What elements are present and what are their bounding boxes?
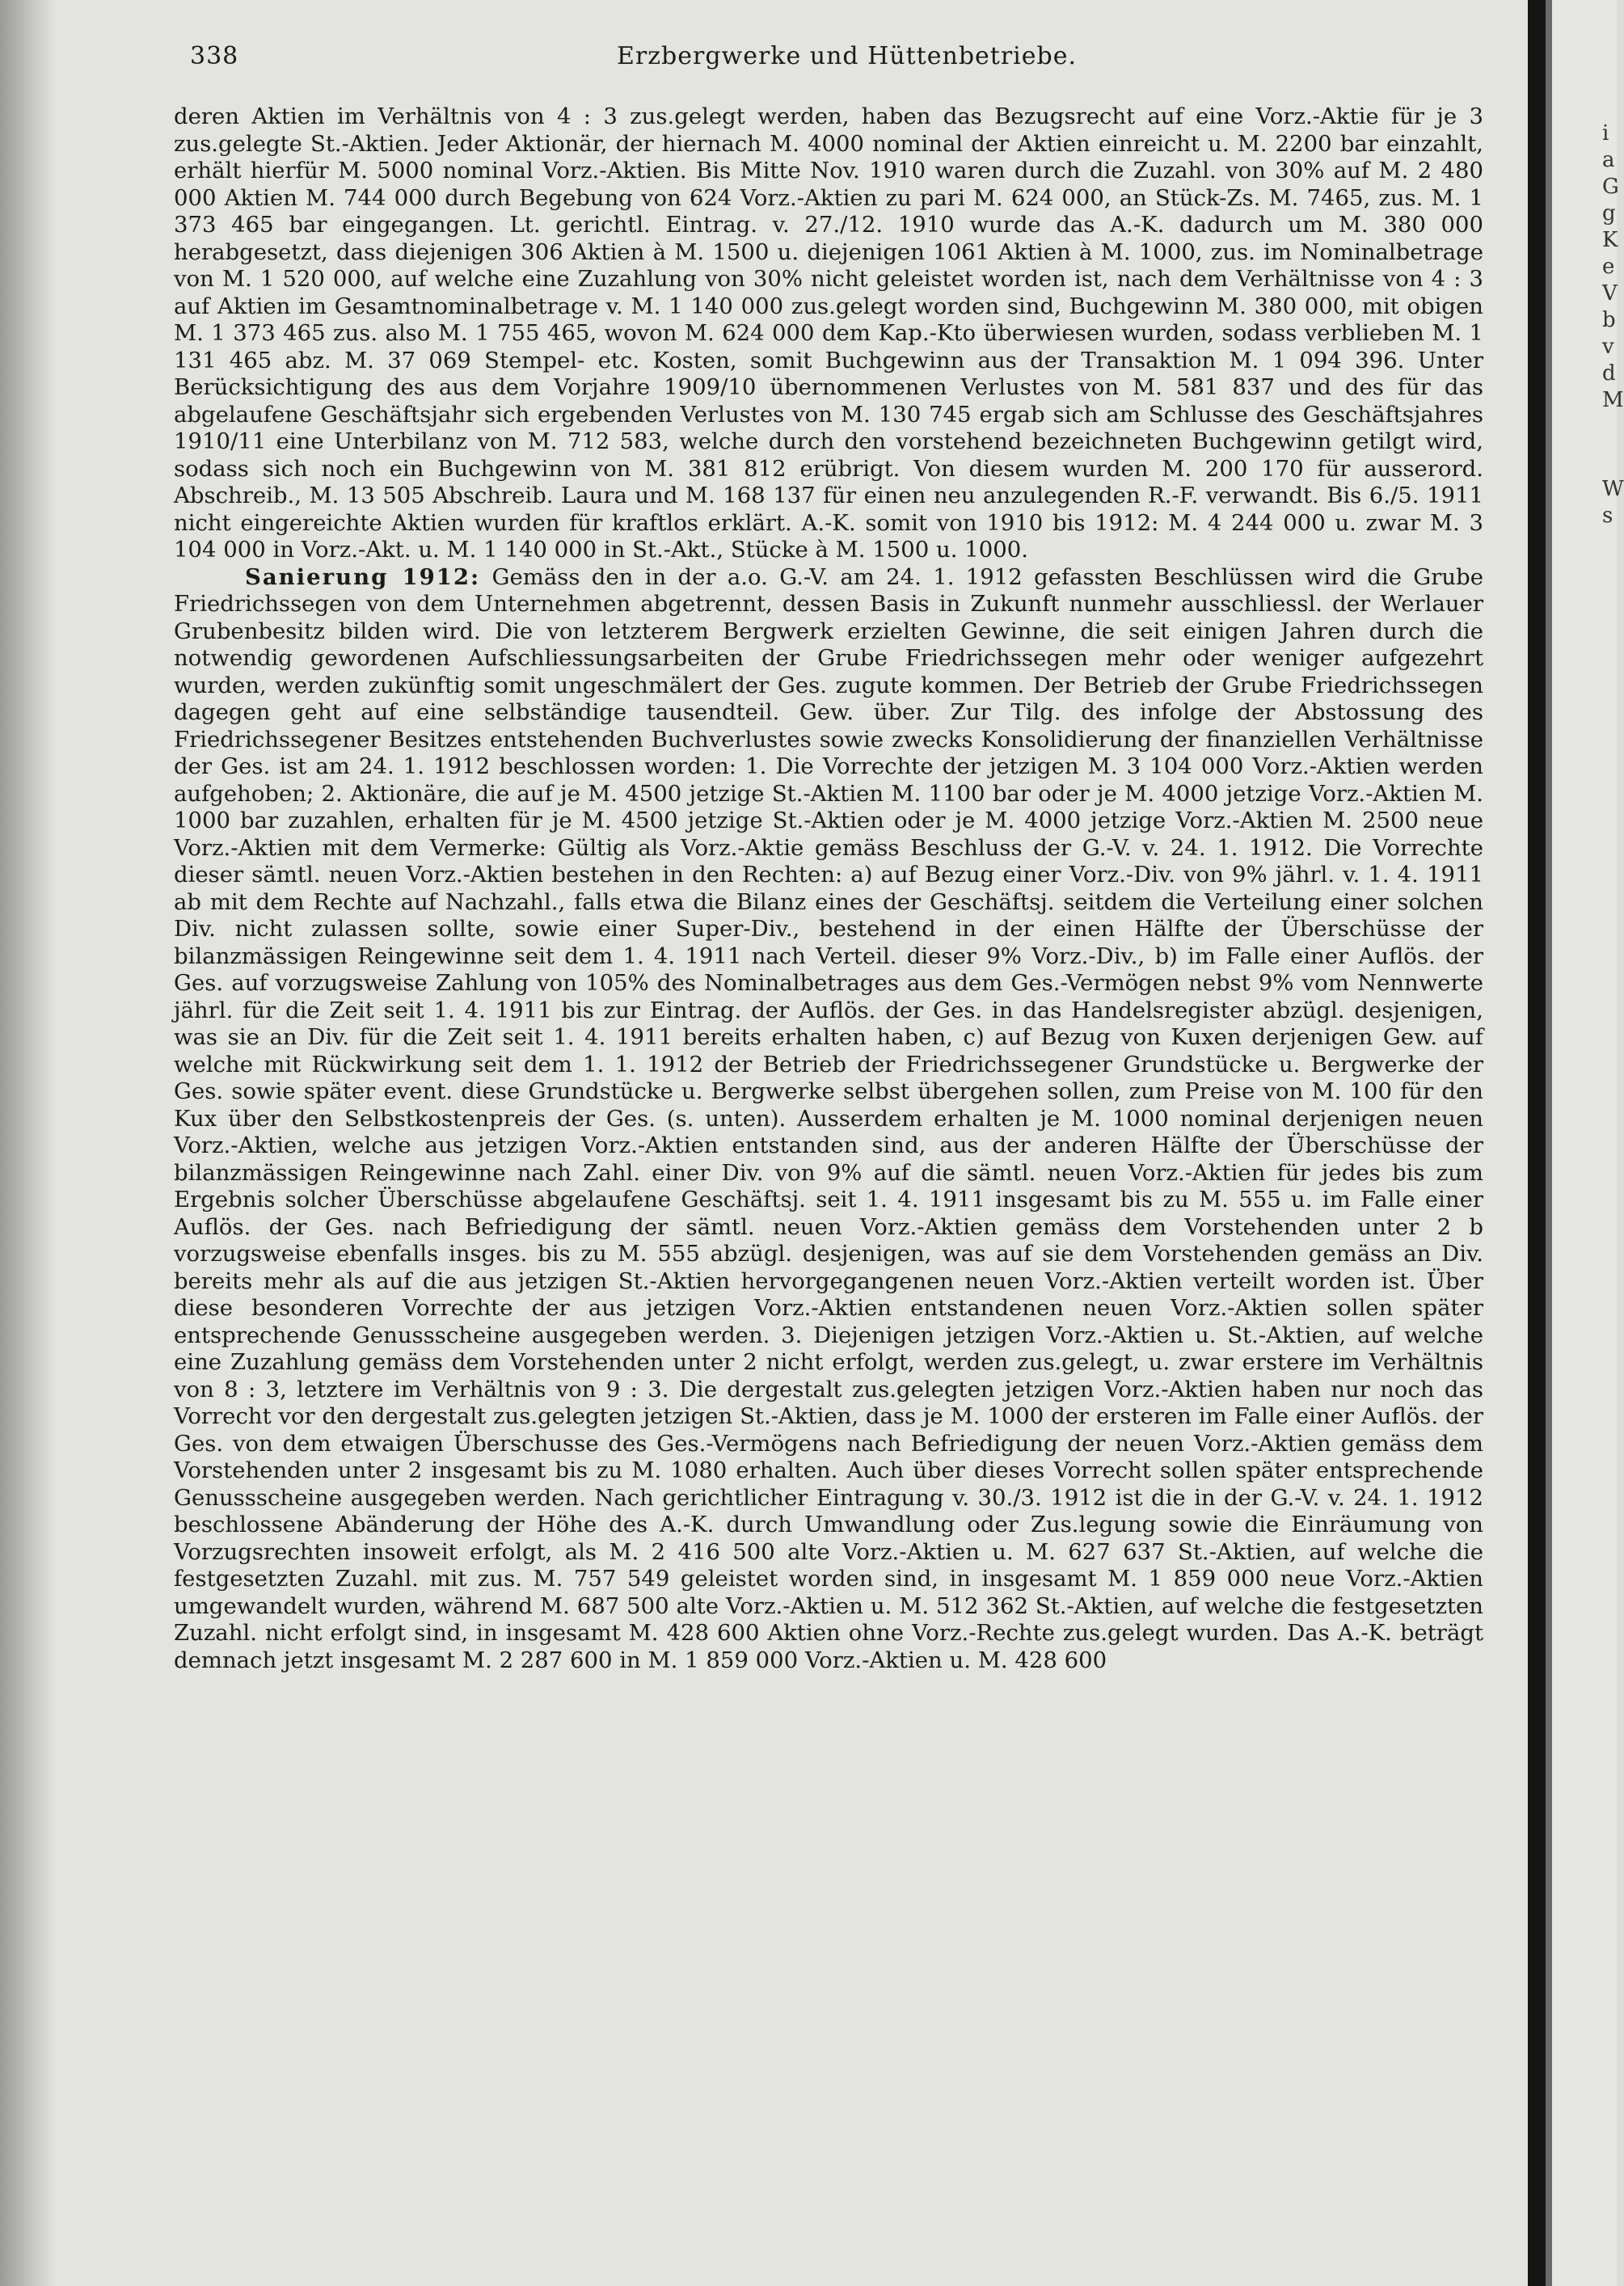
- adjacent-page-fragment: M: [1602, 388, 1624, 412]
- paragraph-share-consolidation: [174, 103, 1483, 564]
- adjacent-page-edge: [1552, 0, 1624, 2286]
- paragraph-text: deren Aktien im Verhältnis von 4 : 3 zus.gelegt werden, haben das Bezugsrecht auf eine Vorz.-Aktie für je 3 zus.gelegte St.-Aktien. Jeder Aktionär, der hiernach M. 4000 nominal der Aktien einreicht u. M. 2200 bar einzahlt, erhält hierfür M. 5000 nominal Vorz.-Aktien. Bis Mitte Nov. 1910 waren durch die Zuzahl. von 30% auf M. 2 480 000 Aktien M. 744 000 durch Begebung von 624 Vorz.-Aktien zu pari M. 624 000, an Stück-Zs. M. 7465, zus. M. 1 373 465 bar eingegangen. Lt. gerichtl. Eintrag. v. 27./12. 1910 wurde das A.-K. dadurch um M. 380 000 herabgesetzt, dass diejenigen 306 Aktien à M. 1500 u. diejenigen 1061 Aktien à M. 1000, zus. im Nominalbetrage von M. 1 520 000, auf welche eine Zuzahlung von 30% nicht geleistet worden ist, nach dem Verhältnisse von 4 : 3 auf Aktien im Gesamtnominalbetrage v. M. 1 140 000 zus.gelegt worden sind, Buchgewinn M. 380 000, mit obigen M. 1 373 465 zus. also M. 1 755 465, wovon M. 624 000 dem Kap.-Kto überwiesen wurden, sodass verblieben M. 1 131 465 abz. M. 37 069 Stempel- etc. Kosten, somit Buchgewinn aus der Transaktion M. 1 094 396. Unter Berücksichtigung des aus dem Vorjahre 1909/10 übernommenen Verlustes von M. 581 837 und des für das abgelaufene Geschäftsjahr sich ergebenden Verlustes von M. 130 745 ergab sich am Schlusse des Geschäftsjahres 1910/11 eine Unterbilanz von M. 712 583, welche durch den vorstehend bezeichneten Buchgewinn getilgt wird, sodass sich noch ein Buchgewinn von M. 381 812 erübrigt. Von diesem wurden M. 200 170 für ausserord. Abschreib., M. 13 505 Abschreib. Laura und M. 168 137 für einen neu anzulegenden R.-F. verwandt. Bis 6./5. 1911 nicht eingereichte Aktien wurden für kraftlos erklärt. A.-K. somit von 1910 bis 1912: M. 4 244 000 u. zwar M. 3 104 000 in Vorz.-Akt. u. M. 1 140 000 in St.-Akt., Stücke à M. 1500 u. 1000.: [174, 103, 1483, 563]
- book-gutter: [1528, 0, 1546, 2286]
- adjacent-page-fragment: v: [1602, 335, 1614, 359]
- book-gutter-edge: [1546, 0, 1552, 2286]
- adjacent-page-fragment: d: [1602, 361, 1616, 386]
- paragraph-sanierung-1912: [174, 564, 1483, 1675]
- adjacent-page-fragment: K: [1602, 228, 1618, 252]
- binding-shadow: [0, 0, 57, 2286]
- adjacent-page-fragment: g: [1602, 201, 1616, 226]
- page-header: [190, 42, 1504, 74]
- adjacent-page-fragment: s: [1602, 504, 1613, 528]
- adjacent-page-fragment: W: [1602, 477, 1624, 501]
- adjacent-page-fragment: i: [1602, 121, 1609, 146]
- adjacent-page-fragment: G: [1602, 175, 1619, 199]
- section-keyword: Sanierung 1912:: [245, 563, 481, 590]
- adjacent-page-fragment: a: [1602, 148, 1615, 172]
- adjacent-page-fragment: e: [1602, 255, 1615, 279]
- paragraph-text: Gemäss den in der a.o. G.-V. am 24. 1. 1912 gefassten Beschlüssen wird die Grube Friedrichssegen von dem Unternehmen abgetrennt, dessen Basis in Zukunft nunmehr ausschliessl. der Werlauer Grubenbesitz bilden wird. Die von letzterem Bergwerk erzielten Gewinne, die seit einigen Jahren durch die notwendig gewordenen Aufschliessungsarbeiten der Grube Friedrichssegen mehr oder weniger aufgezehrt wurden, werden zukünftig somit ungeschmälert der Ges. zugute kommen. Der Betrieb der Grube Friedrichssegen dagegen geht auf eine selbständige tausendteil. Gew. über. Zur Tilg. des infolge der Abstossung des Friedrichssegener Besitzes entstehenden Buchverlustes sowie zwecks Konsolidierung der finanziellen Verhältnisse der Ges. ist am 24. 1. 1912 beschlossen worden: 1. Die Vorrechte der jetzigen M. 3 104 000 Vorz.-Aktien werden aufgehoben; 2. Aktionäre, die auf je M. 4500 jetzige St.-Aktien M. 1100 bar oder je M. 4000 jetzige Vorz.-Aktien M. 1000 bar zuzahlen, erhalten für je M. 4500 jetzige St.-Aktien oder je M. 4000 jetzige Vorz.-Aktien M. 2500 neue Vorz.-Aktien mit dem Vermerke: Gültig als Vorz.-Aktie gemäss Beschluss der G.-V. v. 24. 1. 1912. Die Vorrechte dieser sämtl. neuen Vorz.-Aktien bestehen in den Rechten: a) auf Bezug einer Vorz.-Div. von 9% jährl. v. 1. 4. 1911 ab mit dem Rechte auf Nachzahl., falls etwa die Bilanz eines der Geschäftsj. seitdem die Verteilung einer solchen Div. nicht zulassen sollte, sowie einer Super-Div., bestehend in der einen Hälfte der Überschüsse der bilanzmässigen Reingewinne seit dem 1. 4. 1911 nach Verteil. dieser 9% Vorz.-Div., b) im Falle einer Auflös. der Ges. auf vorzugsweise Zahlung von 105% des Nominalbetrages aus dem Ges.-Vermögen nebst 9% vom Nennwerte jährl. für die Zeit seit 1. 4. 1911 bis zur Eintrag. der Auflös. der Ges. in das Handelsregister abzügl. desjenigen, was sie an Div. für die Zeit seit 1. 4. 1911 bereits erhalten haben, c) auf Bezug von Kuxen derjenigen Gew. auf welche mit Rückwirkung seit dem 1. 1. 1912 der Betrieb der Friedrichssegener Grundstücke u. Bergwerke der Ges. sowie später event. diese Grundstücke u. Bergwerke selbst übergehen sollen, zum Preise von M. 100 für den Kux über den Selbstkostenpreis der Ges. (s. unten). Ausserdem erhalten je M. 1000 nominal derjenigen neuen Vorz.-Aktien, welche aus jetzigen Vorz.-Aktien entstanden sind, aus der anderen Hälfte der Überschüsse der bilanzmässigen Reingewinne nach Zahl. einer Div. von 9% auf die sämtl. neuen Vorz.-Aktien für jedes bis zum Ergebnis solcher Überschüsse abgelaufene Geschäftsj. seit 1. 4. 1911 insgesamt bis zu M. 555 u. im Falle einer Auflös. der Ges. nach Befriedigung der sämtl. neuen Vorz.-Aktien gemäss dem Vorstehenden unter 2 b vorzugsweise ebenfalls insges. bis zu M. 555 abzügl. desjenigen, was auf sie dem Vorstehenden gemäss an Div. bereits mehr als auf die aus jetzigen St.-Aktien hervorgegangenen neuen Vorz.-Aktien verteilt worden ist. Über diese besonderen Vorrechte der aus jetzigen Vorz.-Aktien entstandenen neuen Vorz.-Aktien sollen später entsprechende Genussscheine ausgegeben werden. 3. Diejenigen jetzigen Vorz.-Aktien u. St.-Aktien, auf welche eine Zuzahlung gemäss dem Vorstehenden unter 2 nicht erfolgt, werden zus.gelegt, u. zwar erstere im Verhältnis von 8 : 3, letztere im Verhältnis von 9 : 3. Die dergestalt zus.gelegten jetzigen Vorz.-Aktien haben nur noch das Vorrecht vor den dergestalt zus.gelegten jetzigen St.-Aktien, dass je M. 1000 der ersteren im Falle einer Auflös. der Ges. von dem etwaigen Überschusse des Ges.-Vermögens nach Befriedigung der neuen Vorz.-Aktien gemäss dem Vorstehenden unter 2 insgesamt bis zu M. 1080 erhalten. Auch über dieses Vorrecht sollen später entsprechende Genussscheine ausgegeben werden. Nach gerichtlicher Eintragung v. 30./3. 1912 ist die in der G.-V. v. 24. 1. 1912 beschlossene Abänderung der Höhe des A.-K. durch Umwandlung oder Zus.legung sowie die Einräumung von Vorzugsrechten insoweit erfolgt, als M. 2 416 500 alte Vorz.-Aktien u. M. 627 637 St.-Aktien, auf welche die festgesetzten Zuzahl. mit zus. M. 757 549 geleistet worden sind, in insgesamt M. 1 859 000 neue Vorz.-Aktien umgewandelt wurden, während M. 687 500 alte Vorz.-Aktien u. M. 512 362 St.-Aktien, auf welche die festgesetzten Zuzahl. nicht erfolgt sind, in insgesamt M. 428 600 Aktien ohne Vorz.-Rechte zus.gelegt wurden. Das A.-K. beträgt demnach jetzt insgesamt M. 2 287 600 in M. 1 859 000 Vorz.-Aktien u. M. 428 600: [174, 563, 1484, 1673]
- page-number: 338: [190, 42, 239, 70]
- adjacent-page-fragment: V: [1602, 281, 1618, 306]
- running-title: Erzbergwerke und Hüttenbetriebe.: [616, 42, 1078, 70]
- adjacent-page-fragment: b: [1602, 308, 1616, 332]
- page-body: [174, 103, 1483, 2246]
